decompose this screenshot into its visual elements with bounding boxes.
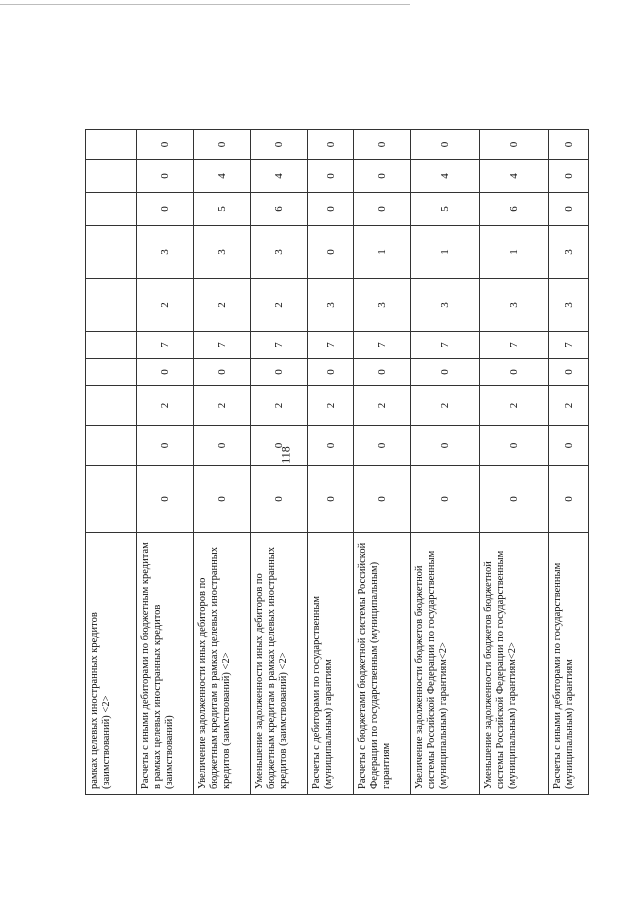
code-cell: 0 (137, 426, 194, 466)
page-number: 118 (278, 446, 293, 464)
code-cell (86, 359, 137, 386)
code-cell: 4 (480, 160, 549, 193)
code-cell: 3 (308, 279, 354, 332)
code-cell: 0 (411, 130, 480, 160)
code-cell: 0 (549, 359, 589, 386)
code-cell: 7 (480, 332, 549, 359)
row-label: Расчеты с бюджетами бюджетной системы Российской Федерации по государственным (муниципальным) гарантиям (354, 533, 411, 795)
code-cell: 1 (411, 226, 480, 279)
code-cell: 0 (137, 466, 194, 533)
code-cell: 2 (194, 386, 251, 426)
code-cell: 7 (308, 332, 354, 359)
code-cell: 0 (549, 160, 589, 193)
code-cell: 3 (354, 279, 411, 332)
row-label: рамках целевых иностранных кредитов (заимствований) <2> (86, 533, 137, 795)
code-cell: 0 (137, 359, 194, 386)
code-cell: 2 (194, 279, 251, 332)
code-cell: 2 (354, 386, 411, 426)
code-cell: 7 (411, 332, 480, 359)
table-row (86, 130, 137, 795)
code-cell: 5 (194, 193, 251, 226)
code-cell: 0 (549, 466, 589, 533)
code-cell: 0 (308, 160, 354, 193)
code-cell: 0 (308, 193, 354, 226)
table-row (308, 130, 354, 795)
code-cell: 0 (251, 466, 308, 533)
table-row (411, 130, 480, 795)
code-cell: 0 (480, 359, 549, 386)
code-cell: 7 (251, 332, 308, 359)
code-cell: 2 (251, 279, 308, 332)
code-cell: 0 (411, 359, 480, 386)
table-row (137, 130, 194, 795)
code-cell: 0 (194, 130, 251, 160)
row-label: Уменьшение задолженности бюджетов бюджетной системы Российской Федерации по государственным (муниципальным) гарантиям<2> (480, 533, 549, 795)
code-cell: 7 (137, 332, 194, 359)
table-row (549, 130, 589, 795)
code-cell: 0 (308, 226, 354, 279)
code-cell: 2 (251, 386, 308, 426)
row-label: Расчеты с дебиторами по государственным (муниципальным) гарантиям (308, 533, 354, 795)
code-cell (86, 466, 137, 533)
table-row (480, 130, 549, 795)
code-cell: 0 (480, 130, 549, 160)
code-cell: 2 (480, 386, 549, 426)
table-row (194, 130, 251, 795)
code-cell: 4 (251, 160, 308, 193)
code-cell (86, 193, 137, 226)
code-cell (86, 332, 137, 359)
code-cell: 0 (354, 426, 411, 466)
code-cell (86, 279, 137, 332)
code-cell: 6 (251, 193, 308, 226)
code-cell: 0 (354, 130, 411, 160)
code-cell (86, 386, 137, 426)
code-cell: 0 (194, 466, 251, 533)
table-body (86, 130, 589, 795)
code-cell (86, 226, 137, 279)
code-cell: 0 (308, 130, 354, 160)
code-cell: 2 (137, 386, 194, 426)
row-label: Увеличение задолженности иных дебиторов по бюджетным кредитам в рамках целевых иностранных кредитов (заимствований) <2> (194, 533, 251, 795)
code-cell: 0 (549, 426, 589, 466)
code-cell: 0 (251, 130, 308, 160)
code-cell: 0 (354, 193, 411, 226)
code-cell: 3 (251, 226, 308, 279)
code-cell: 0 (354, 160, 411, 193)
code-cell: 7 (354, 332, 411, 359)
rotated-table-wrapper (85, 130, 583, 795)
table-row (251, 130, 308, 795)
code-cell (86, 426, 137, 466)
code-cell: 0 (137, 130, 194, 160)
code-cell: 0 (480, 466, 549, 533)
code-cell: 7 (549, 332, 589, 359)
code-cell: 0 (308, 466, 354, 533)
code-cell: 0 (480, 426, 549, 466)
code-cell: 0 (137, 160, 194, 193)
code-cell: 0 (411, 426, 480, 466)
code-cell: 2 (549, 386, 589, 426)
code-cell: 3 (480, 279, 549, 332)
code-cell: 0 (194, 359, 251, 386)
code-cell: 0 (308, 426, 354, 466)
code-cell: 3 (549, 226, 589, 279)
code-cell: 1 (354, 226, 411, 279)
row-label: Расчеты с иными дебиторами по государственным (муниципальным) гарантиям (549, 533, 589, 795)
code-cell: 0 (411, 466, 480, 533)
code-cell: 3 (137, 226, 194, 279)
code-cell: 0 (251, 426, 308, 466)
code-cell: 2 (411, 386, 480, 426)
top-rule (0, 4, 410, 5)
code-cell: 3 (194, 226, 251, 279)
code-cell: 4 (411, 160, 480, 193)
code-cell: 7 (194, 332, 251, 359)
code-cell: 0 (194, 426, 251, 466)
code-cell: 3 (549, 279, 589, 332)
code-cell: 0 (549, 193, 589, 226)
table-row (354, 130, 411, 795)
code-cell: 0 (354, 359, 411, 386)
code-cell: 0 (354, 466, 411, 533)
code-cell: 2 (308, 386, 354, 426)
code-cell: 3 (411, 279, 480, 332)
code-cell: 6 (480, 193, 549, 226)
code-cell (86, 160, 137, 193)
code-cell: 0 (549, 130, 589, 160)
row-label: Расчеты с иными дебиторами по бюджетным кредитам в рамках целевых иностранных кредитов (заимствований) (137, 533, 194, 795)
row-label: Увеличение задолженности бюджетов бюджетной системы Российской Федерации по государственным (муниципальным) гарантиям<2> (411, 533, 480, 795)
code-cell: 4 (194, 160, 251, 193)
code-cell: 2 (137, 279, 194, 332)
account-codes-table (85, 129, 589, 795)
code-cell (86, 130, 137, 160)
row-label: Уменьшение задолженности иных дебиторов по бюджетным кредитам в рамках целевых иностранных кредитов (заимствований) <2> (251, 533, 308, 795)
code-cell: 0 (137, 193, 194, 226)
code-cell: 5 (411, 193, 480, 226)
code-cell: 0 (251, 359, 308, 386)
code-cell: 0 (308, 359, 354, 386)
code-cell: 1 (480, 226, 549, 279)
